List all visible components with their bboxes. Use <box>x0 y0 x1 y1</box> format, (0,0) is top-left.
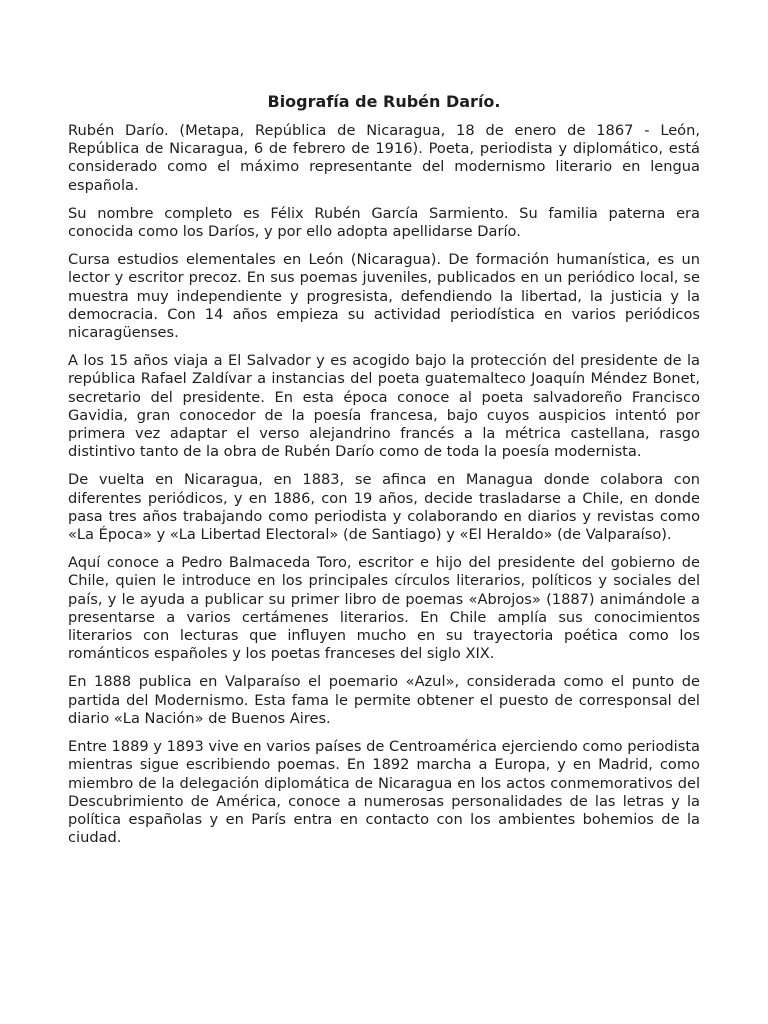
paragraph: Aquí conoce a Pedro Balmaceda Toro, escritor e hijo del presidente del gobierno de Chile, quien le introduce en los principales círculos literarios, políticos y sociales del país, y le ayuda a publicar su primer libro de poemas «Abrojos» (1887) animándole a presentarse a varios certámenes literarios. En Chile amplía sus conocimientos literarios con lecturas que influyen mucho en su trayectoria poética como los románticos españoles y los poetas franceses del siglo XIX. <box>68 554 700 663</box>
paragraph: Cursa estudios elementales en León (Nicaragua). De formación humanística, es un lector y escritor precoz. En sus poemas juveniles, publicados en un periódico local, se muestra muy independiente y progresista, defendiendo la libertad, la justicia y la democracia. Con 14 años empieza su actividad periodística en varios periódicos nicaragüenses. <box>68 251 700 342</box>
paragraph: A los 15 años viaja a El Salvador y es acogido bajo la protección del presidente de la república Rafael Zaldívar a instancias del poeta guatemalteco Joaquín Méndez Bonet, secretario del presidente. En esta época conoce al poeta salvadoreño Francisco Gavidia, gran conocedor de la poesía francesa, bajo cuyos auspicios intentó por primera vez adaptar el verso alejandrino francés a la métrica castellana, rasgo distintivo tanto de la obra de Rubén Darío como de toda la poesía modernista. <box>68 352 700 461</box>
document-title: Biografía de Rubén Darío. <box>267 92 501 111</box>
paragraph: Su nombre completo es Félix Rubén García Sarmiento. Su familia paterna era conocida como los Daríos, y por ello adopta apellidarse Darío. <box>68 204 700 241</box>
paragraph: En 1888 publica en Valparaíso el poemario «Azul», considerada como el punto de partida del Modernismo. Esta fama le permite obtener el puesto de corresponsal del diario «La Nación» de Buenos Aires. <box>68 673 700 727</box>
paragraph: Rubén Darío. (Metapa, República de Nicaragua, 18 de enero de 1867 - León, República de Nicaragua, 6 de febrero de 1916). Poeta, periodista y diplomático, está considerado como el máximo representante del modernismo literario en lengua española. <box>68 122 700 194</box>
paragraph: De vuelta en Nicaragua, en 1883, se afinca en Managua donde colabora con diferentes periódicos, y en 1886, con 19 años, decide trasladarse a Chile, en donde pasa tres años trabajando como periodista y colaborando en diarios y revistas como «La Época» y «La Libertad Electoral» (de Santiago) y «El Heraldo» (de Valparaíso). <box>68 471 700 544</box>
paragraph: Entre 1889 y 1893 vive en varios países de Centroamérica ejerciendo como periodista mientras sigue escribiendo poemas. En 1892 marcha a Europa, y en Madrid, como miembro de la delegación diplomática de Nicaragua en los actos conmemorativos del Descubrimiento de América, conoce a numerosas personalidades de las letras y la política españolas y en París entra en contacto con los ambientes bohemios de la ciudad. <box>68 738 700 847</box>
document-page <box>68 92 700 857</box>
